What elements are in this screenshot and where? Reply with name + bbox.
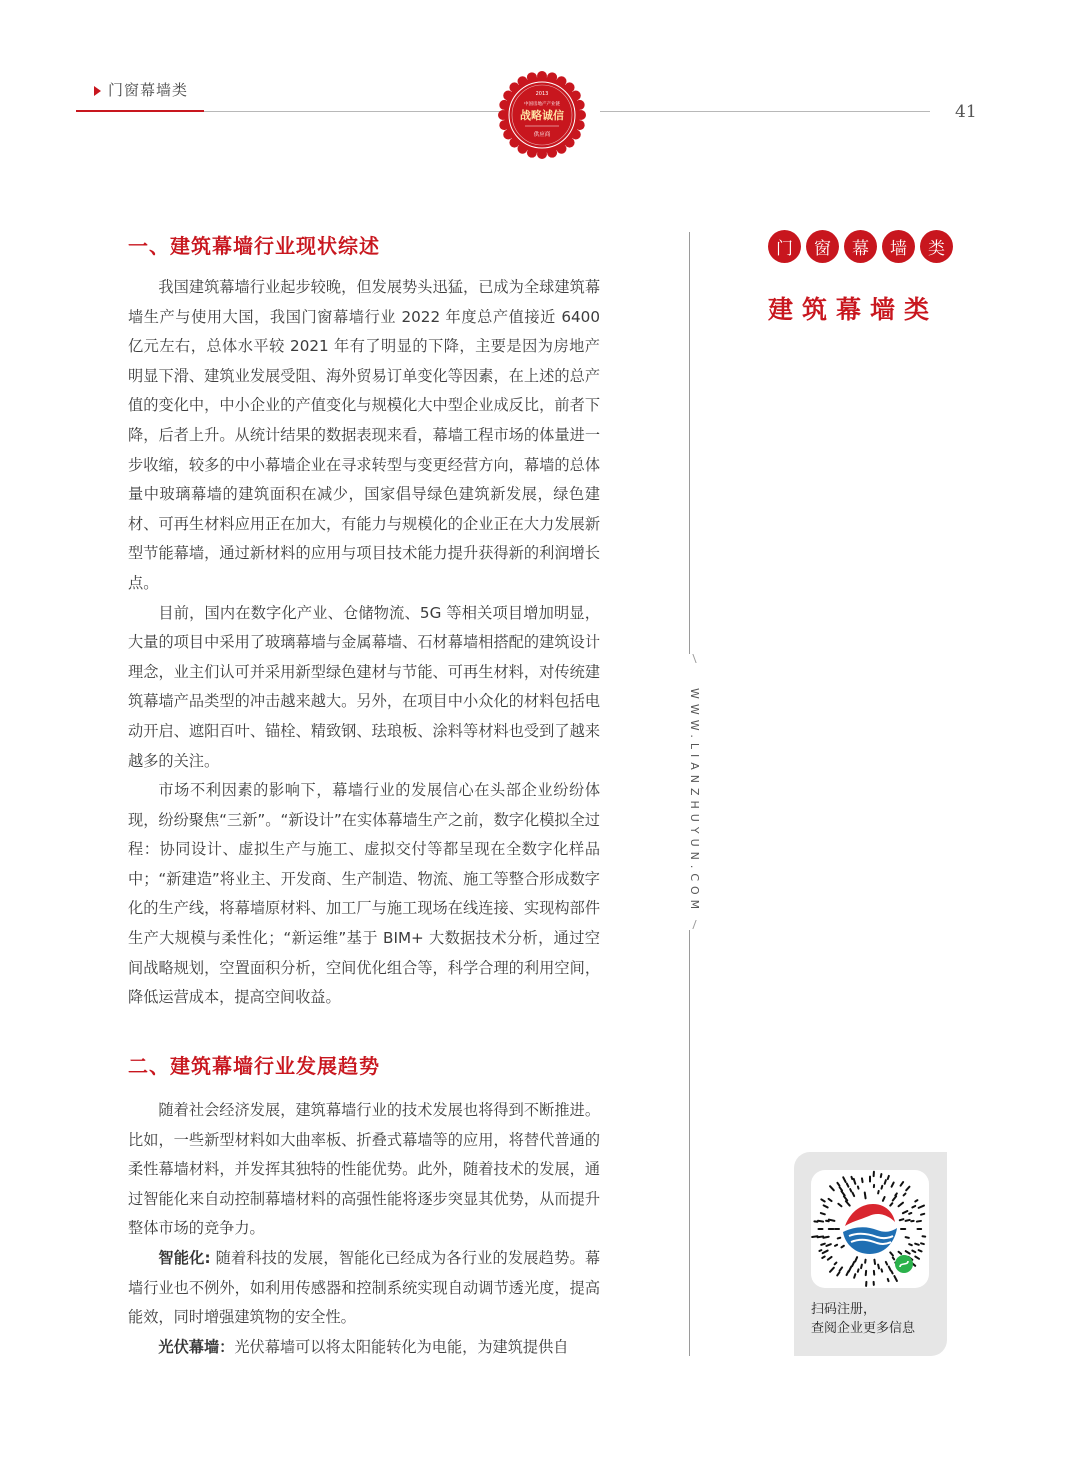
paragraph-5 bbox=[128, 1244, 600, 1333]
header-arrow-icon bbox=[94, 86, 101, 96]
qr-module bbox=[855, 1257, 857, 1261]
header-category: 门窗幕墙类 bbox=[108, 81, 189, 99]
qr-module bbox=[841, 1246, 843, 1248]
seal-edge bbox=[557, 144, 567, 154]
qr-module bbox=[906, 1237, 909, 1238]
qr-module bbox=[895, 1193, 897, 1195]
paragraph-6-text: 光伏幕墙可以将太阳能转化为电能，为建筑提供自 bbox=[234, 1337, 569, 1356]
qr-module bbox=[893, 1196, 896, 1200]
qr-caption bbox=[811, 1300, 915, 1338]
seal-edge bbox=[518, 76, 528, 86]
qr-module bbox=[883, 1197, 885, 1201]
qr-module bbox=[881, 1269, 882, 1271]
qr-module bbox=[900, 1219, 904, 1220]
qr-module bbox=[915, 1257, 919, 1259]
qr-module bbox=[841, 1191, 844, 1195]
qr-module bbox=[915, 1200, 917, 1201]
qr-module bbox=[890, 1203, 892, 1205]
qr-module bbox=[893, 1258, 894, 1260]
qr-module bbox=[917, 1221, 921, 1222]
qr-module bbox=[892, 1183, 894, 1187]
qr-module bbox=[858, 1269, 859, 1271]
qr-module bbox=[881, 1186, 882, 1189]
page-number: 41 bbox=[955, 102, 977, 122]
seal-edge bbox=[537, 71, 547, 81]
section-body-1 bbox=[128, 273, 600, 1013]
seal-role: 供应商 bbox=[533, 132, 551, 138]
qr-module bbox=[921, 1243, 924, 1244]
seal-year: 2013 bbox=[535, 91, 549, 97]
divider-bracket-top bbox=[686, 654, 696, 663]
category-badge: 墙 bbox=[882, 230, 915, 263]
qr-module bbox=[830, 1186, 834, 1190]
qr-module bbox=[821, 1244, 825, 1245]
qr-module bbox=[865, 1193, 866, 1199]
seal-edge bbox=[527, 148, 537, 158]
section-heading-1: 一、建筑幕墙行业现状综述 bbox=[128, 234, 380, 258]
qr-caption-line1: 扫码注册， bbox=[811, 1302, 877, 1317]
qr-module bbox=[854, 1274, 855, 1278]
category-badge: 幕 bbox=[844, 230, 877, 263]
qr-module bbox=[819, 1250, 821, 1251]
qr-module bbox=[830, 1268, 834, 1272]
qr-module bbox=[818, 1221, 823, 1222]
qr-module bbox=[835, 1245, 837, 1246]
qr-module bbox=[858, 1186, 859, 1188]
qr-module bbox=[853, 1193, 855, 1196]
seal-edge bbox=[557, 76, 567, 86]
qr-module bbox=[885, 1180, 886, 1184]
category-title: 建筑幕墙类 bbox=[768, 295, 939, 324]
header-rule-left bbox=[204, 111, 500, 112]
qr-module bbox=[899, 1252, 902, 1254]
paragraph-4: 随着社会经济发展，建筑幕墙行业的技术发展也将得到不断推进。比如，一些新型材料如大曲率板、折叠式幕墙等的应用，将替代普通的柔性幕墙材料，并发挥其独特的性能优势。此外，随着技术的发展，通过智能化来自动控制幕墙材料的高强性能将逐步突显其优势，从而提升整体市场的竞争力。 bbox=[128, 1101, 600, 1238]
qr-module bbox=[847, 1271, 849, 1275]
qr-module bbox=[843, 1177, 845, 1182]
seal-edge bbox=[547, 72, 557, 82]
qr-module bbox=[861, 1265, 862, 1269]
qr-module bbox=[829, 1220, 835, 1221]
paragraph-3: 市场不利因素的影响下，幕墙行业的发展信心在头部企业纷纷体现，纷纷聚焦“三新”。“新设计”在实体幕墙生产之前，数字化模拟全过程：协同设计、虚拟生产与施工、虚拟交付等都呈现在全数字化样品中；“新建造”将业主、开发商、生产制造、物流、施工等整合形成数字化的生产线，将幕墙原材料、加工厂与施工现场在线连接、实现构部件生产大规模与柔性化；“新运维”基于 BIM+ 大数据技术分析，通过空间战略规划，空置面积分析，空间优化组合等，科学合理的利用空间，降低运营成本，提高空间收益。 bbox=[128, 781, 600, 1007]
qr-module bbox=[909, 1244, 912, 1245]
qr-module bbox=[906, 1251, 910, 1253]
qr-module bbox=[919, 1250, 922, 1251]
qr-module bbox=[892, 1271, 893, 1273]
qr-module bbox=[821, 1213, 825, 1214]
qr-module bbox=[828, 1257, 832, 1260]
qr-module bbox=[821, 1199, 824, 1201]
seal-edge bbox=[503, 130, 513, 140]
qr-module bbox=[901, 1182, 904, 1186]
divider-bracket-bottom bbox=[686, 920, 696, 929]
award-seal-icon bbox=[497, 70, 587, 160]
qr-module bbox=[899, 1203, 903, 1207]
qr-module bbox=[844, 1196, 847, 1200]
seal-edge bbox=[498, 110, 508, 120]
paragraph-5-label: 智能化: bbox=[158, 1248, 211, 1267]
qr-module bbox=[840, 1267, 842, 1270]
divider-top bbox=[689, 232, 690, 654]
seal-edge bbox=[509, 82, 519, 92]
website-url[interactable]: WWW.LIANZHUYUN.COM bbox=[688, 688, 701, 915]
qr-code[interactable] bbox=[811, 1170, 929, 1288]
paragraph-6-label: 光伏幕墙： bbox=[158, 1337, 235, 1356]
qr-module bbox=[894, 1276, 897, 1281]
paragraph-6 bbox=[128, 1333, 600, 1363]
seal-title: 战略诚信 bbox=[520, 109, 564, 122]
qr-module bbox=[903, 1211, 907, 1213]
qr-module bbox=[838, 1238, 841, 1239]
qr-caption-line2: 查阅企业更多信息 bbox=[811, 1321, 916, 1336]
qr-module bbox=[840, 1187, 842, 1190]
qr-module bbox=[824, 1205, 828, 1207]
category-badge: 类 bbox=[920, 230, 953, 263]
category-badge: 窗 bbox=[806, 230, 839, 263]
qr-module bbox=[906, 1220, 910, 1221]
seal-edge bbox=[527, 72, 537, 82]
seal-edge bbox=[518, 144, 528, 154]
qr-module bbox=[890, 1252, 893, 1255]
seal-edge bbox=[576, 110, 586, 120]
qr-module bbox=[909, 1213, 911, 1214]
qr-module bbox=[915, 1244, 919, 1245]
qr-module bbox=[837, 1183, 839, 1186]
section-body-2 bbox=[128, 1096, 600, 1362]
qr-module bbox=[912, 1206, 915, 1207]
header-rule-accent bbox=[76, 110, 204, 112]
qr-module bbox=[919, 1206, 924, 1208]
qr-module bbox=[823, 1237, 828, 1238]
seal-edge bbox=[575, 100, 585, 110]
seal-subtitle: 中国房地产产业链 bbox=[524, 102, 560, 107]
qr-module bbox=[921, 1214, 924, 1215]
qr-module bbox=[889, 1267, 891, 1271]
seal-edge bbox=[503, 91, 513, 101]
divider-bottom bbox=[689, 930, 690, 1356]
qr-module bbox=[829, 1199, 832, 1201]
category-badge: 门 bbox=[768, 230, 801, 263]
qr-module bbox=[888, 1279, 889, 1281]
seal-edge bbox=[509, 138, 519, 148]
category-badges bbox=[768, 230, 953, 263]
qr-module bbox=[912, 1251, 915, 1253]
seal-edge bbox=[499, 120, 509, 130]
seal-edge bbox=[571, 130, 581, 140]
qr-module bbox=[837, 1272, 839, 1275]
qr-module bbox=[822, 1257, 824, 1259]
seal-edge bbox=[575, 120, 585, 130]
seal-edge bbox=[547, 148, 557, 158]
qr-module bbox=[838, 1204, 841, 1206]
qr-module bbox=[886, 1262, 887, 1265]
section-heading-2: 二、建筑幕墙行业发展趋势 bbox=[128, 1054, 380, 1078]
paragraph-2: 目前，国内在数字化产业、仓储物流、5G 等相关项目增加明显，大量的项目中采用了玻璃幕墙与金属幕墙、石材幕墙相搭配的建筑设计理念，业主们认可并采用新型绿色建材与节能、可再生材料，对传统建筑幕墙产品类型的冲击越来越大。另外，在项目中小众化的材料包括电动开启、遮阳百叶、锚栓、精致钢、珐琅板、涂料等材料也受到了越来越多的关注。 bbox=[128, 603, 600, 770]
qr-module bbox=[826, 1244, 830, 1246]
header-rule-right bbox=[600, 111, 930, 112]
qr-module bbox=[906, 1187, 909, 1191]
qr-module bbox=[851, 1177, 852, 1179]
qr-module bbox=[852, 1262, 854, 1266]
qr-module bbox=[881, 1174, 882, 1177]
seal-edge bbox=[537, 149, 547, 159]
qr-module bbox=[850, 1189, 851, 1191]
qr-module bbox=[846, 1201, 850, 1205]
qr-module bbox=[823, 1251, 828, 1254]
seal-edge bbox=[571, 91, 581, 101]
qr-module bbox=[812, 1236, 817, 1237]
qr-module bbox=[854, 1179, 856, 1184]
qr-module bbox=[874, 1260, 875, 1264]
qr-module bbox=[888, 1176, 889, 1179]
paragraph-5-text: 随着科技的发展，智能化已经成为各行业的发展趋势。幕墙行业也不例外，如利用传感器和控制系统实现自动调节透光度，提高能效，同时增强建筑物的安全性。 bbox=[128, 1248, 601, 1327]
seal-edge bbox=[565, 82, 575, 92]
qr-module bbox=[862, 1178, 863, 1182]
qr-module bbox=[878, 1265, 879, 1269]
seal-edge bbox=[565, 138, 575, 148]
qr-module bbox=[847, 1184, 849, 1187]
mini-program-qr-icon bbox=[811, 1170, 929, 1288]
qr-module bbox=[904, 1194, 906, 1196]
seal-edge bbox=[499, 100, 509, 110]
qr-module bbox=[878, 1191, 879, 1193]
qr-module bbox=[835, 1263, 837, 1265]
paragraph-1: 我国建筑幕墙行业起步较晚，但发展势头迅猛，已成为全球建筑幕墙生产与使用大国，我国门窗幕墙行业 2022 年度总产值接近 6400 亿元左右，总体水平较 2021 年有了明显的下降，主要是因为房地产明显下滑、建筑业发展受阻、海外贸易订单变化等因素，在上述的总产值的变化中，中小企业的产值变化与规模化大中型企业成反比，前者下降，后者上升。从统计结果的数据表现来看，幕墙工程市场的体量进一步收缩，较多的中小幕墙企业在寻求转型与变更经营方向，幕墙的总体量中玻璃幕墙的建筑面积在减少，国家倡导绿色建筑新发展，绿色建材、可再生材料应用正在加大，有能力与规模化的企业正在大力发展新型节能幕墙，通过新材料的应用与项目技术能力提升获得新的利润增长点。 bbox=[128, 278, 600, 592]
